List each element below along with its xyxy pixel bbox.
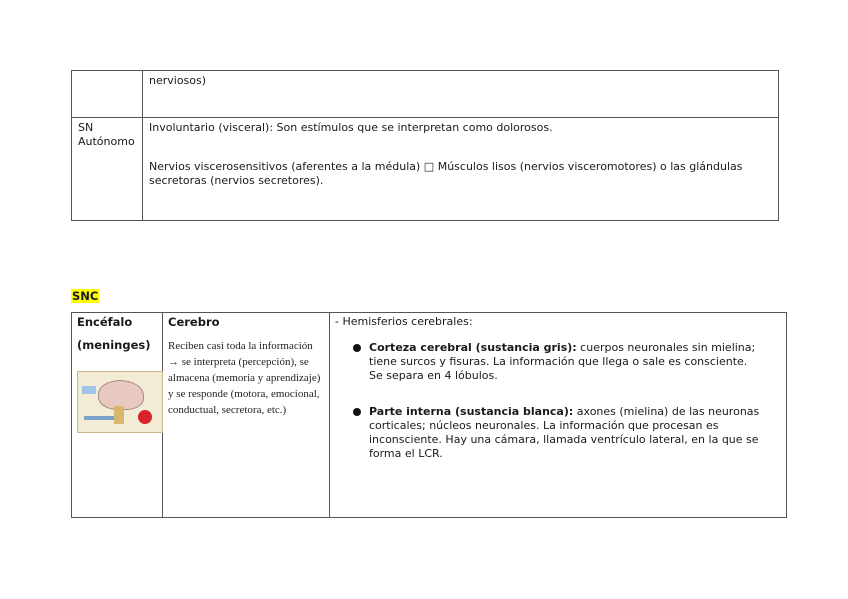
- diagram-label-shape: [82, 386, 96, 394]
- sn-table: [71, 70, 779, 221]
- list-item: [369, 341, 781, 383]
- cerebro-cell: [163, 313, 330, 518]
- hemisferios-cell: [330, 313, 787, 518]
- hemisferios-list: [335, 341, 781, 461]
- brainstem-shape: [114, 406, 124, 424]
- table-row: [72, 71, 779, 118]
- brain-diagram-image: [77, 371, 163, 433]
- encefalo-subtitle: (meninges): [77, 338, 151, 352]
- row-content-cell: nerviosos): [143, 71, 779, 118]
- spacer: [149, 135, 772, 160]
- autonomo-description: Involuntario (visceral): Son estímulos que se interpretan como dolorosos.: [149, 121, 553, 134]
- row-label-cell: SN Autónomo: [72, 118, 143, 221]
- encefalo-title: Encéfalo: [77, 315, 133, 329]
- diagram-bar-shape: [84, 416, 114, 420]
- list-item-text: axones (mielina) de las neuronas corticales; núcleos neuronales. La información que procesan es inconsciente. Hay una cámara, llamada ventrículo lateral, en la que se forma el LCR.: [369, 405, 760, 460]
- row-content-cell: [143, 118, 779, 221]
- snc-table: [71, 312, 787, 518]
- list-item-title: Corteza cerebral (sustancia gris):: [369, 341, 577, 354]
- bullet-icon: [353, 344, 361, 352]
- list-item-text: cuerpos neuronales sin mielina; tiene surcos y fisuras. La información que llega o sale es consciente.: [369, 341, 756, 368]
- cerebro-description: Reciben casi toda la información → se interpreta (percepción), se almacena (memoria y aprendizaje) y se responde (motora, emocional, conductual, secretora, etc.): [168, 340, 321, 416]
- list-item-title: Parte interna (sustancia blanca):: [369, 405, 574, 418]
- table-row: [72, 118, 779, 221]
- heart-shape: [138, 410, 152, 424]
- hemisferios-title: - Hemisferios cerebrales:: [335, 315, 473, 328]
- autonomo-pathway: Nervios viscerosensitivos (aferentes a la médula) □ Músculos lisos (nervios visceromotores) o las glándulas secretoras (nervios secretores).: [149, 160, 743, 187]
- list-item-extra: Se separa en 4 lóbulos.: [369, 369, 498, 382]
- row-label-cell: [72, 71, 143, 118]
- cerebro-title: Cerebro: [168, 315, 220, 329]
- bullet-icon: [353, 408, 361, 416]
- list-item: [369, 405, 781, 461]
- table-row: [72, 313, 787, 518]
- encefalo-cell: [72, 313, 163, 518]
- snc-heading: SNC: [72, 289, 99, 303]
